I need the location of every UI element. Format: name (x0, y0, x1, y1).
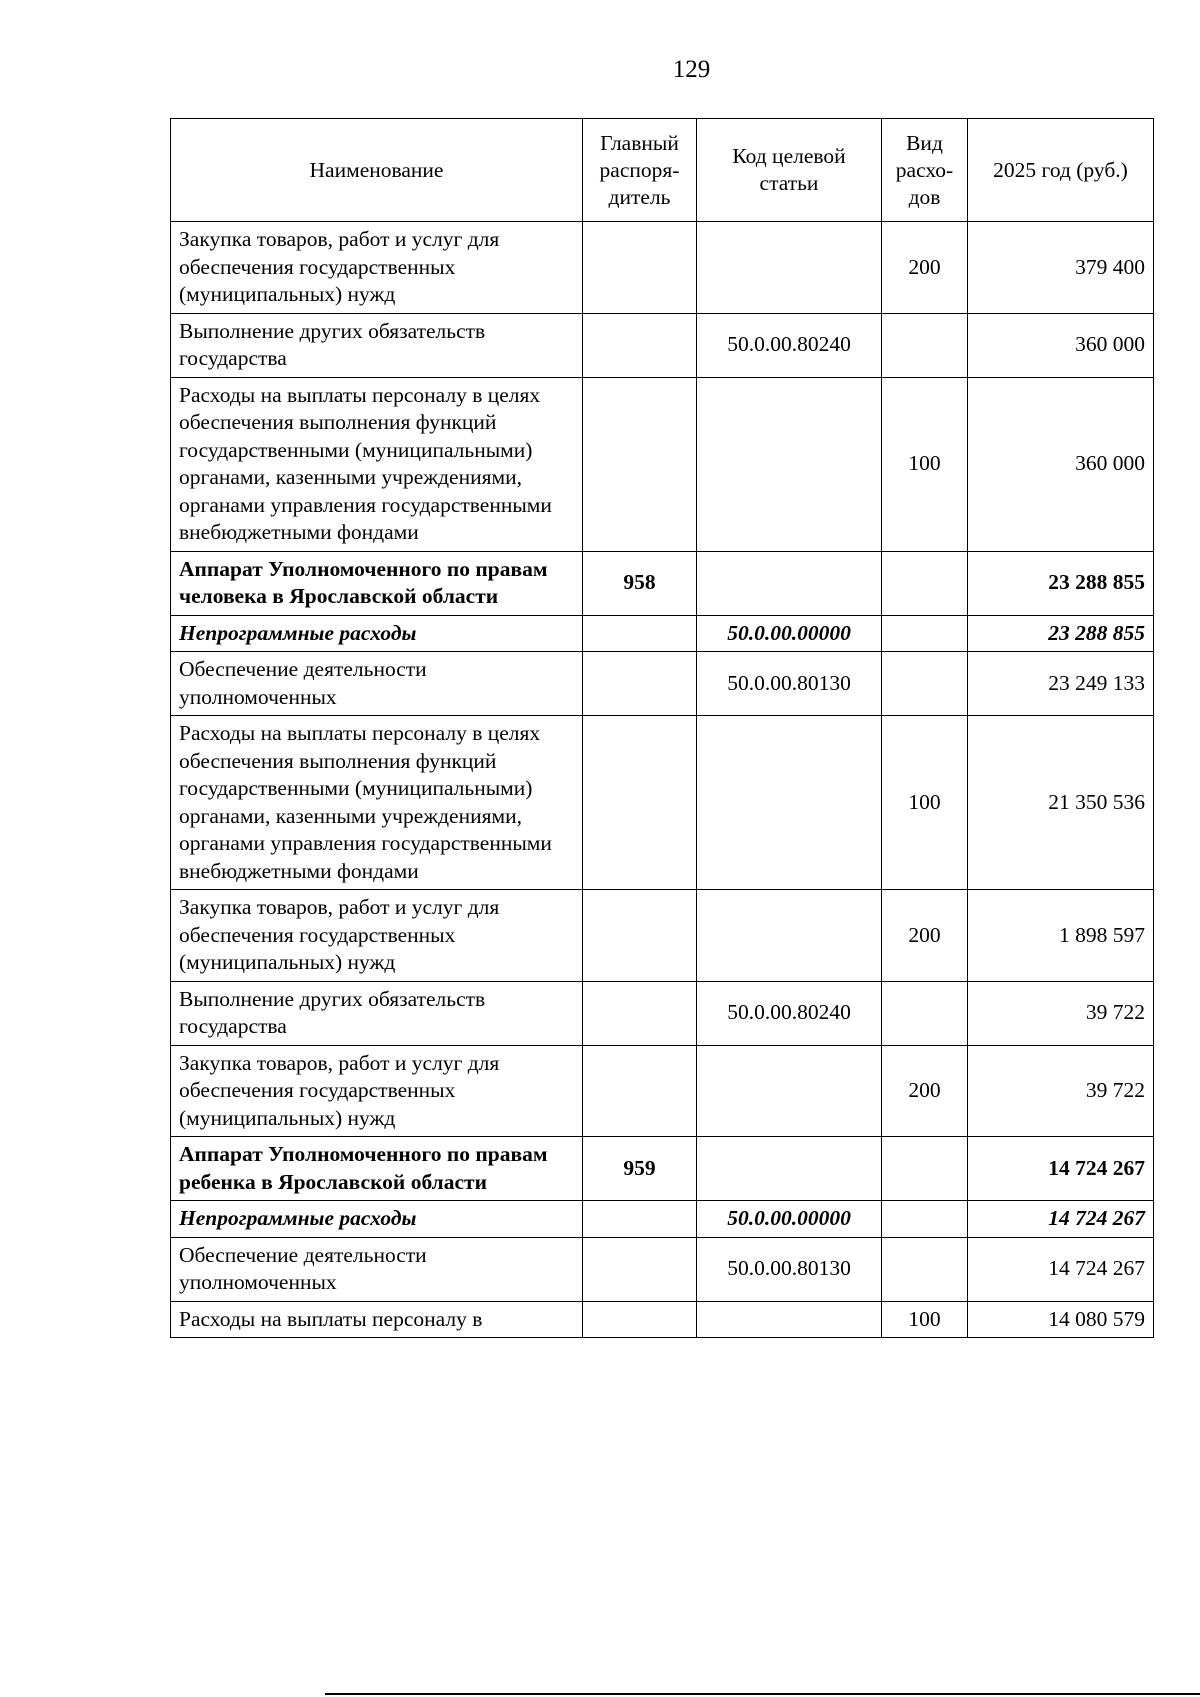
cell-name: Расходы на выплаты персоналу в целях обеспечения выполнения функций государственными (муниципальными) органами, казенными учреждениями, органами управления государственными внебюджетными фондами (171, 716, 583, 890)
cell-kind (882, 313, 968, 377)
bottom-rule (325, 1693, 1200, 1695)
cell-admin: 959 (583, 1137, 697, 1201)
cell-admin (583, 981, 697, 1045)
cell-admin (583, 615, 697, 652)
cell-name: Обеспечение деятельности уполномоченных (171, 652, 583, 716)
cell-kind (882, 981, 968, 1045)
cell-amount: 39 722 (968, 981, 1154, 1045)
cell-name: Выполнение других обязательств государства (171, 981, 583, 1045)
cell-code: 50.0.00.00000 (697, 615, 882, 652)
header-amount: 2025 год (руб.) (968, 119, 1154, 222)
table-row (171, 716, 1154, 890)
table-row (171, 890, 1154, 982)
table-row (171, 1301, 1154, 1338)
cell-admin (583, 1201, 697, 1238)
cell-name: Расходы на выплаты персоналу в (171, 1301, 583, 1338)
cell-code (697, 716, 882, 890)
cell-admin (583, 1301, 697, 1338)
cell-code: 50.0.00.80130 (697, 1237, 882, 1301)
cell-amount: 23 288 855 (968, 615, 1154, 652)
cell-kind (882, 615, 968, 652)
cell-amount: 1 898 597 (968, 890, 1154, 982)
cell-admin (583, 377, 697, 551)
cell-amount: 360 000 (968, 377, 1154, 551)
table-row (171, 377, 1154, 551)
cell-code: 50.0.00.00000 (697, 1201, 882, 1238)
cell-amount: 21 350 536 (968, 716, 1154, 890)
table-row (171, 981, 1154, 1045)
table-header-row (171, 119, 1154, 222)
cell-name: Аппарат Уполномоченного по правам ребенка в Ярославской области (171, 1137, 583, 1201)
table-row (171, 615, 1154, 652)
table-row (171, 313, 1154, 377)
cell-kind (882, 551, 968, 615)
table-row (171, 1237, 1154, 1301)
table-row (171, 222, 1154, 314)
budget-table (170, 118, 1154, 1338)
cell-amount: 14 724 267 (968, 1201, 1154, 1238)
cell-name: Закупка товаров, работ и услуг для обеспечения государственных (муниципальных) нужд (171, 222, 583, 314)
cell-amount: 23 249 133 (968, 652, 1154, 716)
cell-amount: 14 724 267 (968, 1137, 1154, 1201)
table-row (171, 1201, 1154, 1238)
cell-kind (882, 1237, 968, 1301)
cell-amount: 39 722 (968, 1045, 1154, 1137)
cell-code: 50.0.00.80240 (697, 313, 882, 377)
cell-amount: 379 400 (968, 222, 1154, 314)
cell-kind: 200 (882, 1045, 968, 1137)
cell-code (697, 1045, 882, 1137)
cell-kind (882, 1137, 968, 1201)
cell-code: 50.0.00.80130 (697, 652, 882, 716)
cell-admin (583, 890, 697, 982)
header-name: Наименование (171, 119, 583, 222)
cell-kind (882, 1201, 968, 1238)
cell-admin: 958 (583, 551, 697, 615)
table-row (171, 652, 1154, 716)
cell-amount: 14 724 267 (968, 1237, 1154, 1301)
cell-name: Аппарат Уполномоченного по правам человека в Ярославской области (171, 551, 583, 615)
table-row (171, 551, 1154, 615)
table-row (171, 1137, 1154, 1201)
cell-kind: 100 (882, 716, 968, 890)
header-code: Код целевой статьи (697, 119, 882, 222)
cell-code: 50.0.00.80240 (697, 981, 882, 1045)
cell-name: Закупка товаров, работ и услуг для обеспечения государственных (муниципальных) нужд (171, 890, 583, 982)
cell-admin (583, 222, 697, 314)
cell-name: Расходы на выплаты персоналу в целях обеспечения выполнения функций государственными (муниципальными) органами, казенными учреждениями, органами управления государственными внебюджетными фондами (171, 377, 583, 551)
cell-code (697, 890, 882, 982)
cell-amount: 23 288 855 (968, 551, 1154, 615)
cell-amount: 360 000 (968, 313, 1154, 377)
cell-kind: 100 (882, 377, 968, 551)
cell-kind: 200 (882, 890, 968, 982)
cell-code (697, 1301, 882, 1338)
header-kind: Вид расхо-дов (882, 119, 968, 222)
cell-name: Закупка товаров, работ и услуг для обеспечения государственных (муниципальных) нужд (171, 1045, 583, 1137)
cell-code (697, 551, 882, 615)
cell-kind: 200 (882, 222, 968, 314)
cell-admin (583, 716, 697, 890)
cell-name: Выполнение других обязательств государства (171, 313, 583, 377)
cell-admin (583, 313, 697, 377)
cell-name: Непрограммные расходы (171, 615, 583, 652)
header-admin: Главный распоря-дитель (583, 119, 697, 222)
cell-name: Обеспечение деятельности уполномоченных (171, 1237, 583, 1301)
cell-amount: 14 080 579 (968, 1301, 1154, 1338)
cell-admin (583, 1237, 697, 1301)
cell-code (697, 1137, 882, 1201)
table-row (171, 1045, 1154, 1137)
cell-kind (882, 652, 968, 716)
cell-name: Непрограммные расходы (171, 1201, 583, 1238)
table-body (171, 222, 1154, 1338)
cell-code (697, 377, 882, 551)
cell-kind: 100 (882, 1301, 968, 1338)
cell-code (697, 222, 882, 314)
cell-admin (583, 652, 697, 716)
page-number: 129 (672, 56, 711, 83)
cell-admin (583, 1045, 697, 1137)
